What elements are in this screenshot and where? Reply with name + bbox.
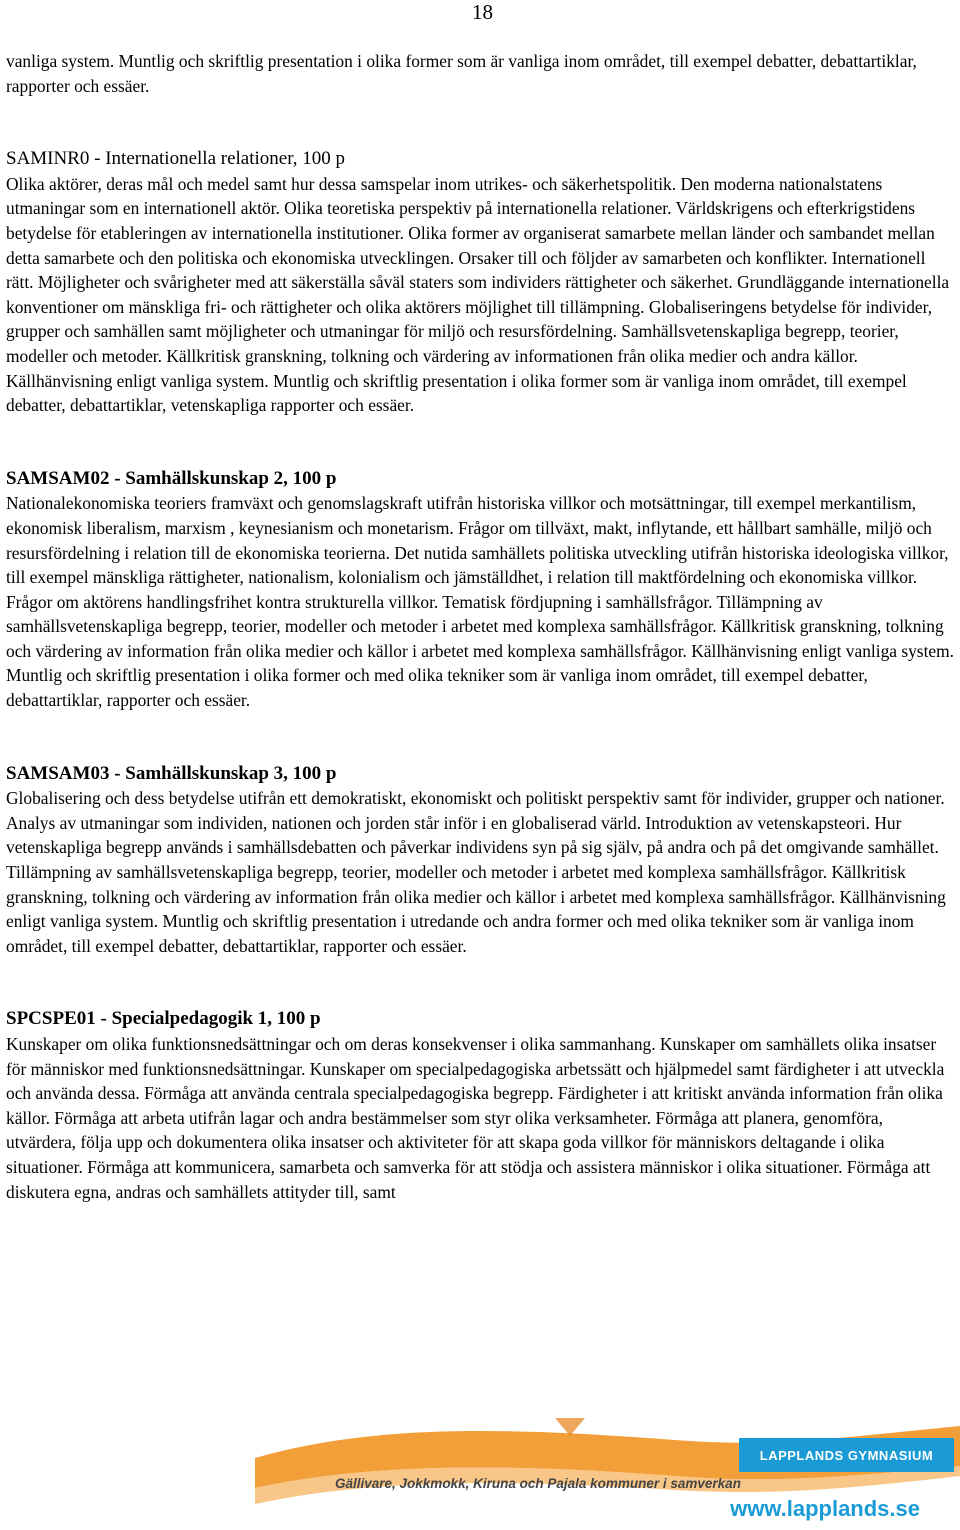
course-section-samsam03 <box>6 762 956 959</box>
document-body <box>6 49 956 1253</box>
course-description: Nationalekonomiska teoriers framväxt och genomslagskraft utifrån historiska villkor och motsättningar, till exempel merkantilism, ekonomisk liberalism, marxism , keynesianism och monetarism. Frågor om tillväxt, makt, inflytande, ett hållbart samhälle, miljö och resursfördelning i relation till de ekonomiska teorierna. Det nutida samhällets politiska utveckling utifrån historiska ideologiska villkor, till exempel mänskliga rättigheter, nationalism, kolonialism och jämställdhet, i relation till maktfördelning och ekonomiska villkor. Frågor om aktörens handlingsfrihet kontra strukturella villkor. Tematisk fördjupning i samhällsfrågor. Tillämpning av samhällsvetenskapliga begrepp, teorier, modeller och metoder i arbetet med komplexa samhällsfrågor. Källkritisk granskning, tolkning och värdering av information från olika medier och källor i arbetet med komplexa samhällsfrågor. Källhänvisning enligt vanliga system. Muntlig och skriftlig presentation i olika former och med olika tekniker som är vanliga inom området, till exempel debatter, debattartiklar, rapporter och essäer. <box>6 493 954 711</box>
course-section-spcspe01 <box>6 1007 956 1204</box>
course-title: SAMSAM02 - Samhällskunskap 2, 100 p <box>6 467 337 489</box>
course-section-saminr0 <box>6 147 956 418</box>
page-number: 18 <box>472 0 493 24</box>
footer-banner <box>255 1418 960 1530</box>
course-section-samsam02 <box>6 467 956 713</box>
lapplands-gymnasium-logo: LAPPLANDS GYMNASIUM <box>739 1438 954 1472</box>
course-description: Olika aktörer, deras mål och medel samt hur dessa samspelar inom utrikes- och säkerhetspolitik. Den moderna nationalstatens utmaningar som en internationell aktör. Olika teoretiska perspektiv på internationella relationer. Världskrigens och efterkrigstidens betydelse för etableringen av internationella institutioner. Olika former av organiserat samarbete mellan länder och sambandet mellan detta samarbete och den politiska och ekonomiska utvecklingen. Orsaker till och följder av samarbeten och konflikter. Internationell rätt. Möjligheter och svårigheter med att säkerställa såväl staters som individers rättigheter och säkerhet. Grundläggande internationella konventioner om mänskliga fri- och rättigheter och olika aktörers möjlighet till tillämpning. Globaliseringens betydelse för individer, grupper och samhällen samt möjligheter och utmaningar för miljö och resursfördelning. Samhällsvetenskapliga begrepp, teorier, modeller och metoder. Källkritisk granskning, tolkning och värdering av informationen från olika medier och andra källor. Källhänvisning enligt vanliga system. Muntlig och skriftlig presentation i olika former som är vanliga inom området, till exempel debatter, debattartiklar, vetenskapliga rapporter och essäer. <box>6 173 950 416</box>
course-title: SAMINR0 - Internationella relationer, 100 p <box>6 148 346 170</box>
intro-paragraph: vanliga system. Muntlig och skriftlig presentation i olika former som är vanliga inom området, till exempel debatter, debattartiklar, rapporter och essäer. <box>6 51 917 96</box>
course-title: SPCSPE01 - Specialpedagogik 1, 100 p <box>6 1008 321 1030</box>
footer-url: www.lapplands.se <box>730 1496 920 1521</box>
course-title: SAMSAM03 - Samhällskunskap 3, 100 p <box>6 762 337 784</box>
course-description: Globalisering och dess betydelse utifrån ett demokratiskt, ekonomiskt och politiskt perspektiv samt för individer, grupper och nationer. Analys av utmaningar som individen, nationen och jorden står inför i en globaliserad värld. Introduktion av vetenskapsteori. Hur vetenskapliga begrepp används i samhällsdebatten och påverkar individens syn på sig själv, på andra och på det omgivande samhället. Tillämpning av samhällsvetenskapliga begrepp, teorier, modeller och metoder i arbetet med komplexa samhällsfrågor. Källkritisk granskning, tolkning och värdering av information från olika medier och källor i arbetet med komplexa samhällsfrågor. Källhänvisning enligt vanliga system. Muntlig och skriftlig presentation i utredande och andra former och med olika tekniker som är vanliga inom området, till exempel debatter, debattartiklar, rapporter och essäer. <box>6 788 946 956</box>
course-description: Kunskaper om olika funktionsnedsättningar och om deras konsekvenser i olika sammanhang. Kunskaper om samhällets olika insatser för människor med funktionsnedsättningar. Kunskaper om specialpedagogiska arbetssätt och hjälpmedel samt färdigheter i att utveckla och använda dessa. Förmåga att använda centrala specialpedagogiska begrepp. Färdigheter i att kritiskt använda information från olika källor. Förmåga att arbeta utifrån lagar och andra bestämmelser som styr olika verksamheter. Förmåga att planera, genomföra, utvärdera, följa upp och dokumentera olika insatser och aktiviteter för att skapa goda villkor för människors deltagande i olika situationer. Förmåga att kommunicera, samarbeta och samverka för att stödja och assistera människor i olika situationer. Förmåga att diskutera egna, andras och samhällets attityder till, samt <box>6 1034 945 1202</box>
footer-tagline: Gällivare, Jokkmokk, Kiruna och Pajala kommuner i samverkan <box>335 1476 741 1491</box>
